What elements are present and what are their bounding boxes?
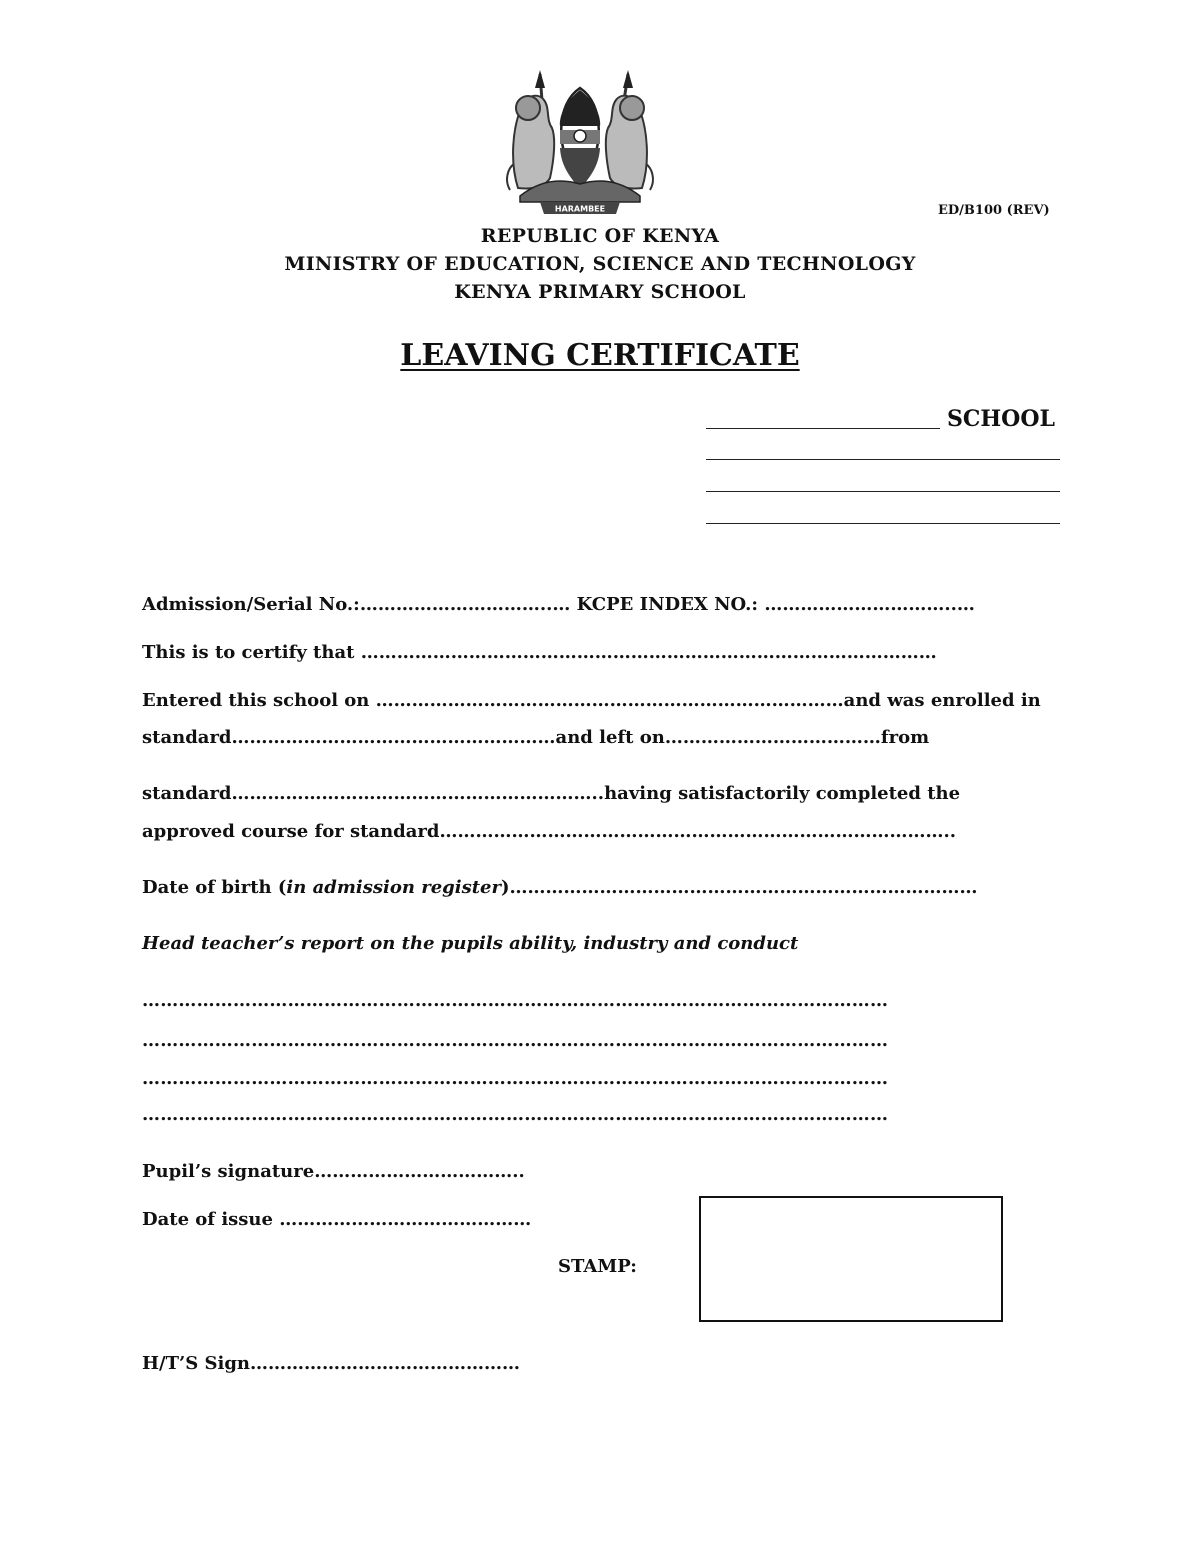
enrolled-label: and was enrolled in [843,690,1041,711]
pupil-signature-row [142,1161,525,1182]
certify-row [142,642,937,663]
report-line-3[interactable]: …………………………………………………………………………………………………………… [142,1068,889,1089]
entry-date-field[interactable]: …………………………………………………………………… [375,690,844,711]
entered-label: Entered this school on [142,690,370,711]
stamp-box[interactable] [699,1196,1003,1322]
school-address-line-3[interactable] [706,523,1060,524]
ht-sign-row [142,1353,520,1374]
ht-sign-label: H/T’S Sign [142,1353,251,1374]
school-name-line[interactable] [706,428,940,429]
dob-row [142,877,978,898]
school-label: SCHOOL [947,406,1055,432]
standard-label: standard [142,727,232,748]
report-heading: Head teacher’s report on the pupils ability, industry and conduct [142,933,799,954]
admission-label: Admission/Serial No.: [142,594,360,615]
pupil-name-field[interactable]: …………………………………………………………………………………… [360,642,937,663]
course-row [142,821,956,842]
standard-label: standard [142,783,232,804]
dob-close: ) [500,877,510,898]
entered-row [142,690,1041,711]
page-title: LEAVING CERTIFICATE [400,338,800,373]
coat-of-arms-emblem [500,68,660,216]
admission-field[interactable]: …………………………..… [359,594,571,615]
from-label: from [880,727,930,748]
dob-note: in admission register [286,877,501,898]
header-ministry: MINISTRY OF EDUCATION, SCIENCE AND TECHNOLOGY [284,253,916,275]
pupil-signature-label: Pupil’s signature [142,1161,315,1182]
motto-text: HARAMBEE [554,204,606,214]
ht-sign-field[interactable]: ……………………………………… [250,1353,521,1374]
report-line-1[interactable]: …………………………………………………………………………………………………………… [142,990,889,1011]
stamp-label: STAMP: [558,1256,637,1277]
header-republic: REPUBLIC OF KENYA [480,225,720,247]
left-on-label: and left on [555,727,665,748]
left-standard-field[interactable]: …………………………………………………….. [231,783,605,804]
standard-left-row [142,727,929,748]
course-standard-field[interactable]: ………………………………………………………………………….. [439,821,957,842]
school-address-line-1[interactable] [706,459,1060,460]
left-date-field[interactable]: ……………………………… [664,727,881,748]
issue-date-label: Date of issue [142,1209,273,1230]
issue-date-row [142,1209,531,1230]
header-school-type: KENYA PRIMARY SCHOOL [454,281,746,303]
pupil-signature-field[interactable]: …………………………….. [314,1161,525,1182]
enrolled-standard-field[interactable]: ……………………………………………… [231,727,556,748]
form-code: ED/B100 (REV) [938,203,1050,218]
kcpe-field[interactable]: …………………………..… [764,594,975,615]
report-line-4[interactable]: …………………………………………………………………………………………………………… [142,1104,889,1125]
course-label: approved course for standard [142,821,440,842]
admission-row [142,594,975,615]
certify-label: This is to certify that [142,642,355,663]
completed-label: having satisfactorily completed the [604,783,961,804]
dob-label: Date of birth ( [142,877,287,898]
issue-date-field[interactable]: …………………………………… [279,1209,532,1230]
kcpe-label: KCPE INDEX NO.: [576,594,759,615]
dob-field[interactable]: …………………………………………………………………… [509,877,978,898]
school-address-line-2[interactable] [706,491,1060,492]
standard-completed-row [142,783,960,804]
report-line-2[interactable]: …………………………………………………………………………………………………………… [142,1030,889,1051]
